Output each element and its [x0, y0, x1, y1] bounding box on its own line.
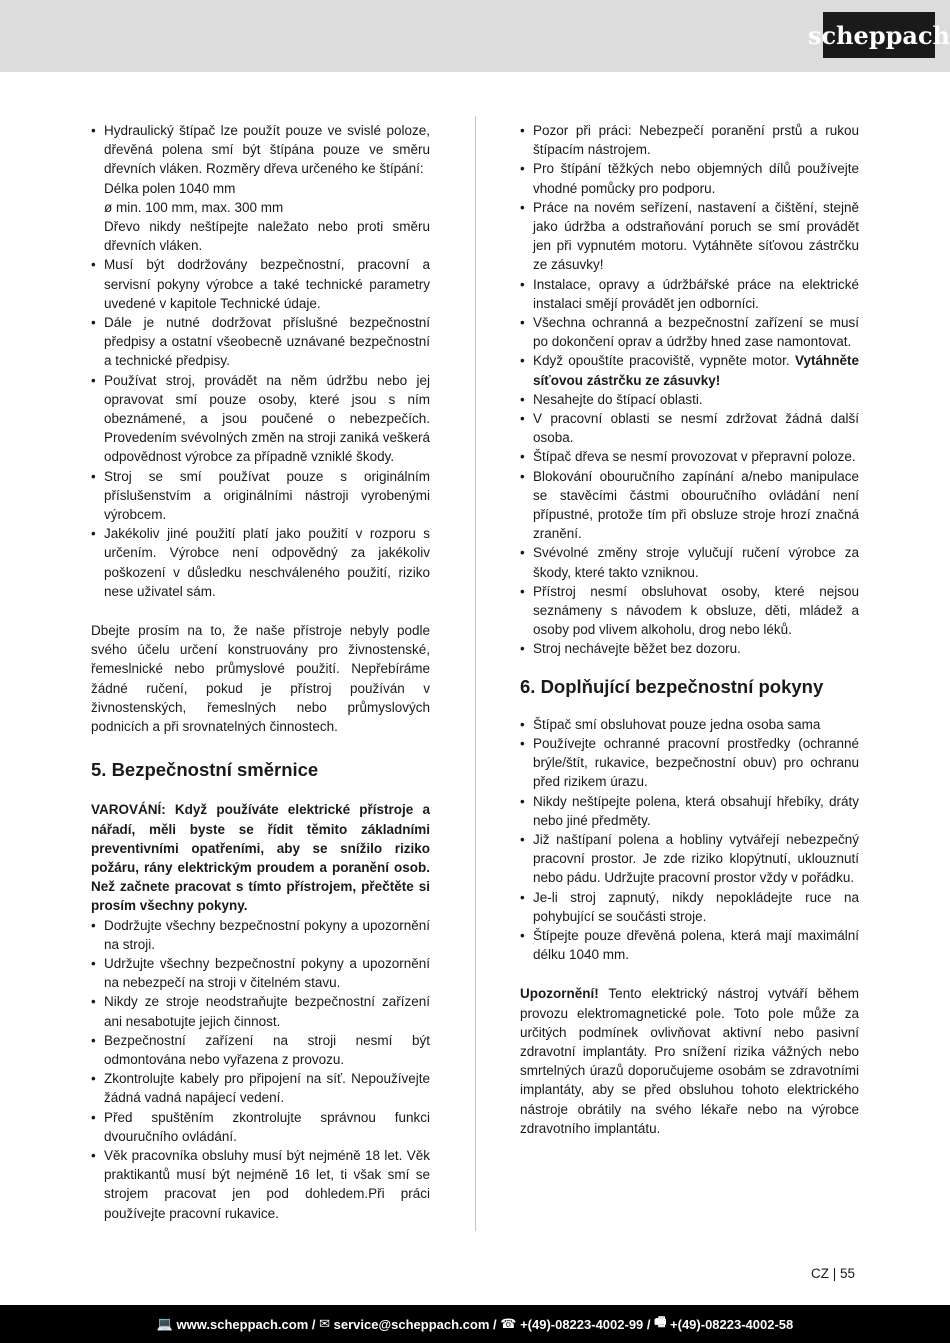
right-column: [520, 121, 859, 1138]
phone-icon: ☎: [500, 1316, 521, 1331]
list-item: [520, 351, 859, 389]
log-diameter: ø min. 100 mm, max. 300 mm: [104, 199, 284, 215]
list-item: • Zkontrolujte kabely pro připojení na síť. Nepoužívejte žádná vadná napájecí vedení.: [91, 1069, 430, 1107]
safety-bullet-list: [520, 121, 859, 659]
email-link[interactable]: service@scheppach.com: [333, 1316, 490, 1332]
list-item: • Pro štípání těžkých nebo objemných dílů používejte vhodné pomůcky pro podporu.: [520, 159, 859, 197]
list-item: • Štípač smí obsluhovat pouze jedna osoba sama: [520, 715, 859, 734]
fax-number: +(49)-08223-4002-58: [670, 1316, 794, 1332]
list-item: • Stroj se smí používat pouze s originálním příslušenstvím a originálními nástroji vyrobenými výrobcem.: [91, 467, 430, 525]
list-item: • Udržujte všechny bezpečnostní pokyny a upozornění na nebezpečí na stroji v čitelném stavu.: [91, 954, 430, 992]
list-item: • Dodržujte všechny bezpečnostní pokyny a upozornění na stroji.: [91, 916, 430, 954]
list-item: • Svévolné změny stroje vylučují ručení výrobce za škody, které takto vzniknou.: [520, 543, 859, 581]
list-item: • Stroj nechávejte běžet bez dozoru.: [520, 639, 859, 658]
section-6-heading: 6. Doplňující bezpečnostní pokyny: [520, 675, 824, 697]
list-item: • Pozor při práci: Nebezpečí poranění prstů a rukou štípacím nástrojem.: [520, 121, 859, 159]
intro-bullet-list: [91, 121, 430, 601]
list-item: • Instalace, opravy a údržbářské práce na elektrické instalaci smějí provádět jen odborníci.: [520, 275, 859, 313]
list-item: • Dále je nutné dodržovat příslušné bezpečnostní předpisy a ostatní všeobecně uznávané bezpečnostní a technické předpisy.: [91, 313, 430, 371]
phone-number: +(49)-08223-4002-99: [520, 1316, 644, 1332]
left-column: [91, 121, 430, 1223]
list-item: • Používat stroj, provádět na něm údržbu nebo jej opravovat smí pouze osoby, které jsou s ním obeznámené, a jsou poučené o nebezpečích. Provedením svévolných změn na stroji zaniká veškerá odpovědnost výrobce za případně vzniklé škody.: [91, 371, 430, 467]
list-item: • Používejte ochranné pracovní prostředky (ochranné brýle/štít, rukavice, bezpečnostní obuv) pro ochranu před rizikem úrazu.: [520, 734, 859, 792]
warning-paragraph: VAROVÁNÍ: Když používáte elektrické přístroje a nářadí, měli byste se řídit těmito základními preventivními opatřeními, aby se snížilo riziko požáru, rány elektrickým proudem a poranění osob. Než začnete pracovat s tímto přístrojem, přečtěte si prosím všechny pokyny.: [91, 802, 430, 914]
bullet-text: Hydraulický štípač lze použít pouze ve svislé poloze, dřevěná polena smí být štípána pouze ve směru dřevních vláken. Rozměry dřeva určeného ke štípání:: [104, 123, 430, 177]
mail-icon: ✉: [319, 1316, 334, 1331]
list-item: • Věk pracovníka obsluhy musí být nejméně 18 let. Věk praktikantů musí být nejméně 16 let, ti však smí se strojem pracovat jen pod dohledem.Při práci používejte pracovní rukavice.: [91, 1146, 430, 1223]
list-item: • Bezpečnostní zařízení na stroji nesmí být odmontována nebo vyřazena z provozu.: [91, 1031, 430, 1069]
implant-notice: [520, 984, 859, 1138]
log-length: Délka polen 1040 mm: [104, 180, 236, 196]
computer-icon: 💻: [156, 1316, 177, 1331]
column-divider: [475, 116, 476, 1231]
motor-text: Když opouštíte pracoviště, vypněte motor.: [533, 353, 790, 369]
list-item: • Nikdy neštípejte polena, která obsahují hřebíky, dráty nebo jiné předměty.: [520, 792, 859, 830]
list-item: • Před spuštěním zkontrolujte správnou funkci dvouručního ovládání.: [91, 1108, 430, 1146]
attention-label: Upozornění!: [520, 986, 599, 1002]
list-item: • Všechna ochranná a bezpečnostní zařízení se musí po dokončení oprav a údržby hned zase namontovat.: [520, 313, 859, 351]
list-item: • Štípejte pouze dřevěná polena, která mají maximální délku 1040 mm.: [520, 926, 859, 964]
section-5-heading: 5. Bezpečnostní směrnice: [91, 759, 319, 781]
list-item: • Musí být dodržovány bezpečnostní, pracovní a servisní pokyny výrobce a také technické parametry uvedené v kapitole Technické údaje.: [91, 255, 430, 313]
attention-text: Tento elektrický nástroj vytváří během provozu elektromagnetické pole. Toto pole může za určitých podmínek ovlivňovat aktivní nebo pasivní zdravotní implantáty. Pro snížení rizika vážných nebo smrtelných úrazů doporučujeme osobám se zdravotními implantáty, aby se před obsluhou tohoto elektrického nástroje obrátily na svého lékaře nebo na výrobce zdravotního implantátu.: [520, 986, 859, 1136]
list-item: • Nesahejte do štípací oblasti.: [520, 390, 859, 409]
list-item: • Nikdy ze stroje neodstraňujte bezpečnostní zařízení ani nesabotujte jejich činnost.: [91, 992, 430, 1030]
list-item: • Blokování obouručního zapínání a/nebo manipulace se stavěcími částmi obouručního ovládání není přípustné, protože tím při obsluze stroje hrozí značná zranění.: [520, 467, 859, 544]
page-number: CZ | 55: [811, 1266, 856, 1281]
section-5-bullet-list: [91, 916, 430, 1223]
list-item: • Je-li stroj zapnutý, nikdy nepokládejte ruce na pohybující se součásti stroje.: [520, 888, 859, 926]
website-link[interactable]: www.scheppach.com: [176, 1316, 309, 1332]
commercial-use-notice: Dbejte prosím na to, že naše přístroje nebyly podle svého účelu určení konstruovány pro živnostenské, řemeslnické nebo průmyslové použití. Nepřebíráme žádné ručení, pokud je přístroj používán v živnostenských, řemeslných nebo průmyslových podnicích a při srovnatelných činnostech.: [91, 623, 430, 735]
list-item: [91, 121, 430, 255]
list-item: • V pracovní oblasti se nesmí zdržovat žádná další osoba.: [520, 409, 859, 447]
scheppach-logo: scheppach: [823, 12, 935, 58]
fax-icon: 🖷: [654, 1314, 671, 1329]
list-item: • Již naštípaní polena a hobliny vytvářejí nebezpečný pracovní prostor. Je zde riziko klopýtnutí, uklouznutí nebo pádu. Udržujte pracovní prostor vždy v pořádku.: [520, 830, 859, 888]
grain-note: Dřevo nikdy neštípejte naležato nebo proti směru dřevních vláken.: [104, 219, 430, 254]
list-item: • Přístroj nesmí obsluhovat osoby, které nejsou seznámeny s návodem k obsluze, děti, mládež a osoby pod vlivem alkoholu, drog nebo léků.: [520, 582, 859, 640]
list-item: • Práce na novém seřízení, nastavení a čištění, stejně jako údržba a odstraňování poruch se smí provádět jen při vypnutém motoru. Vytáhněte síťovou zástrčku ze zásuvky!: [520, 198, 859, 275]
footer-bar: 💻 www.scheppach.com / ✉ service@scheppach.com / ☎ +(49)-08223-4002-99 / 🖷 +(49)-08223-4002-58: [0, 1305, 950, 1343]
list-item: • Štípač dřeva se nesmí provozovat v přepravní poloze.: [520, 447, 859, 466]
unplug-warning: Vytáhněte síťovou zástrčku ze zásuvky!: [533, 353, 859, 388]
section-6-bullet-list: [520, 715, 859, 965]
list-item: • Jakékoliv jiné použití platí jako použití v rozporu s určením. Výrobce není odpovědný za jakékoliv poškození v důsledku neschváleného použití, riziko nese uživatel sám.: [91, 524, 430, 601]
